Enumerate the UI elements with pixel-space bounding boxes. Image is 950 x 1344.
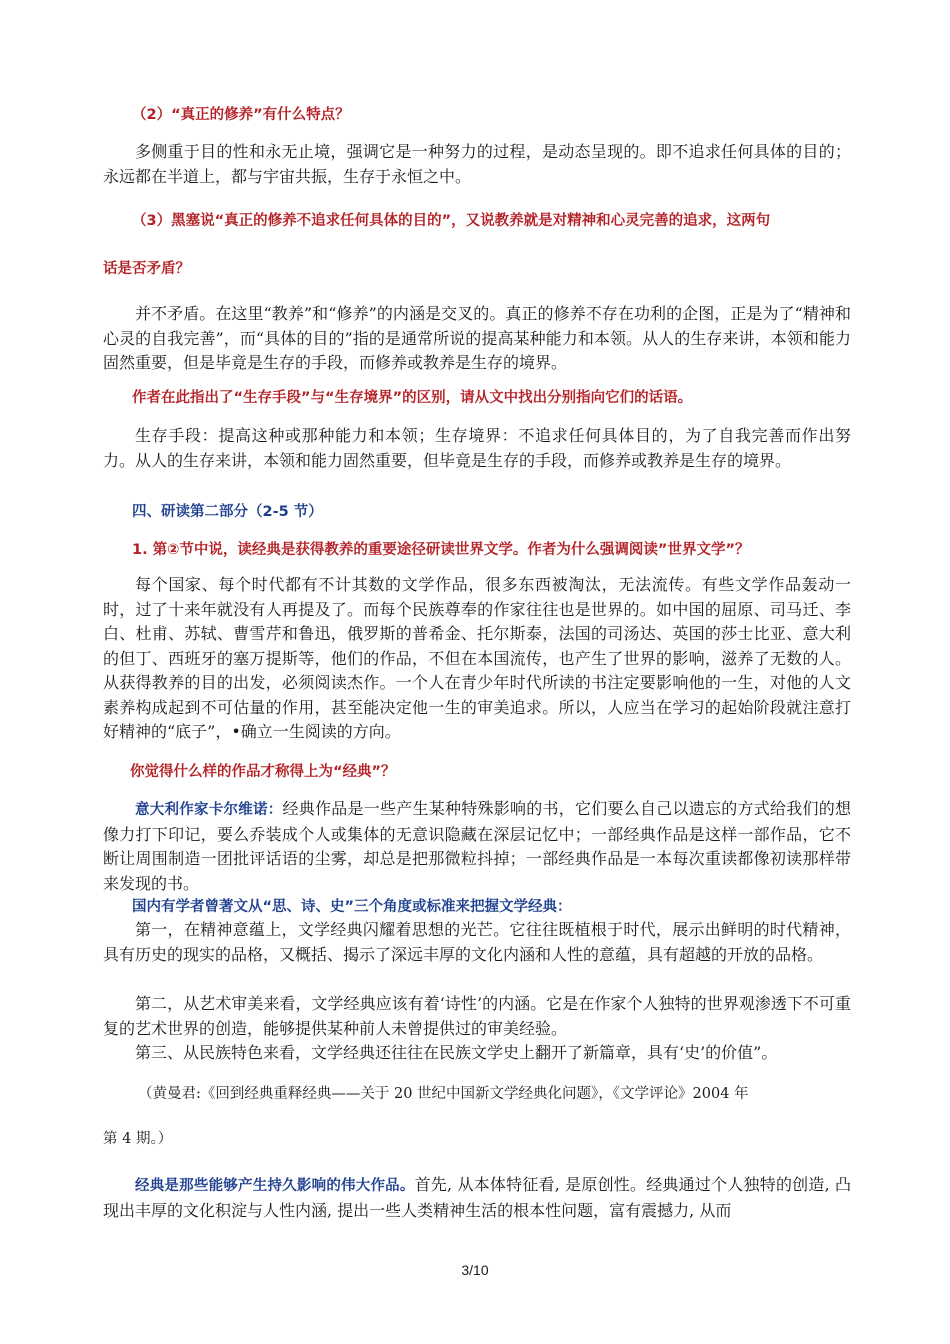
classic-definition-label: 经典是那些能够产生持久影响的伟大作品。 (135, 1178, 415, 1194)
citation-line1: （黄曼君:《回到经典重释经典——关于 20 世纪中国新文学经典化问题》，《文学评论》2004 年 (138, 1086, 749, 1102)
page-number: 3/10 (461, 1262, 489, 1278)
section-4-heading: 四、研读第二部分（2-5 节） (132, 504, 323, 520)
criterion-2: 第二，从艺术审美来看，文学经典应该有着‘诗性’的内涵。它是在作家个人独特的世界观渗透下不可重复的艺术世界的创造，能够提供某种前人未曾提供过的审美经验。 (103, 994, 851, 1038)
answer-2: 多侧重于目的性和永无止境，强调它是一种努力的过程，是动态呈现的。即不追求任何具体的目的；永远都在半道上，都与宇宙共振，生存于永恒之中。 (103, 142, 851, 186)
question-3-line1: （3）黑塞说“真正的修养不追求任何具体的目的”，又说教养就是对精神和心灵完善的追求，这两句 (132, 213, 771, 229)
calvino-quote (103, 797, 851, 896)
criterion-1: 第一，在精神意蕴上，文学经典闪耀着思想的光芒。它往往既植根于时代，展示出鲜明的时代精神，具有历史的现实的品格，又概括、揭示了深远丰厚的文化内涵和人性的意蕴，具有超越的开放的品格。 (103, 920, 851, 964)
answer-4: 生存手段：提高这种或那种能力和本领；生存境界：不追求任何具体目的，为了自我完善而作出努力。从人的生存来讲，本领和能力固然重要，但毕竟是生存的手段，而修养或教养是生存的境界。 (103, 426, 851, 470)
question-4: 作者在此指出了“生存手段”与“生存境界”的区别，请从文中找出分别指向它们的话语。 (132, 390, 693, 406)
criterion-3: 第三、从民族特色来看，文学经典还往往在民族文学史上翻开了新篇章，具有‘史’的价值”。 (135, 1043, 778, 1062)
question-6: 你觉得什么样的作品才称得上为“经典”？ (130, 764, 396, 780)
question-2: （2）“真正的修养”有什么特点？ (132, 107, 350, 123)
question-3-line2: 话是否矛盾？ (103, 261, 190, 277)
answer-5: 每个国家、每个时代都有不计其数的文学作品，很多东西被淘汰，无法流传。有些文学作品轰动一时，过了十来年就没有人再提及了。而每个民族尊奉的作家往往也是世界的。如中国的屈原、司马迁、李白、杜甫、苏轼、曹雪芹和鲁迅，俄罗斯的普希金、托尔斯泰，法国的司汤达、英国的莎士比亚、意大利的但丁、西班牙的塞万提斯等，他们的作品，不但在本国流传，也产生了世界的影响，滋养了无数的人。从获得教养的目的出发，必须阅读杰作。一个人在青少年时代所读的书注定要影响他的一生，对他的人文素养构成起到不可估量的作用，甚至能决定他一生的审美追求。所以，人应当在学习的起始阶段就注意打好精神的“底子”，•确立一生阅读的方向。 (103, 575, 851, 741)
citation-line2: 第 4 期。） (103, 1131, 173, 1147)
classic-definition (103, 1173, 851, 1223)
question-5: 1. 第②节中说，读经典是获得教养的重要途径研读世界文学。作者为什么强调阅读”世界文学”？ (132, 542, 750, 558)
domestic-scholar-intro: 国内有学者曾著文从“思、诗、史”三个角度或标准来把握文学经典： (132, 899, 572, 915)
answer-3: 并不矛盾。在这里“教养”和“修养”的内涵是交叉的。真正的修养不存在功利的企图，正是为了“精神和心灵的自我完善”，而“具体的目的”指的是通常所说的提高某种能力和本领。从人的生存来讲，本领和能力固然重要，但是毕竟是生存的手段，而修养或教养是生存的境界。 (103, 304, 851, 372)
classic-definition-text: 首先, 从本体特征看, 是原创性。经典通过个人独特的创造, 凸现出丰厚的文化积淀与人性内涵, 提出一些人类精神生活的根本性问题，富有震撼力, 从而 (103, 1175, 851, 1220)
calvino-label: 意大利作家卡尔维诺： (135, 802, 283, 818)
calvino-text: 经典作品是一些产生某种特殊影响的书，它们要么自己以遗忘的方式给我们的想像力打下印记，要么乔装成个人或集体的无意识隐藏在深层记忆中；一部经典作品是这样一部作品，它不断让周围制造一团批评话语的尘雾，却总是把那微粒抖掉；一部经典作品是一本每次重读都像初读那样带来发现的书。 (103, 799, 851, 893)
